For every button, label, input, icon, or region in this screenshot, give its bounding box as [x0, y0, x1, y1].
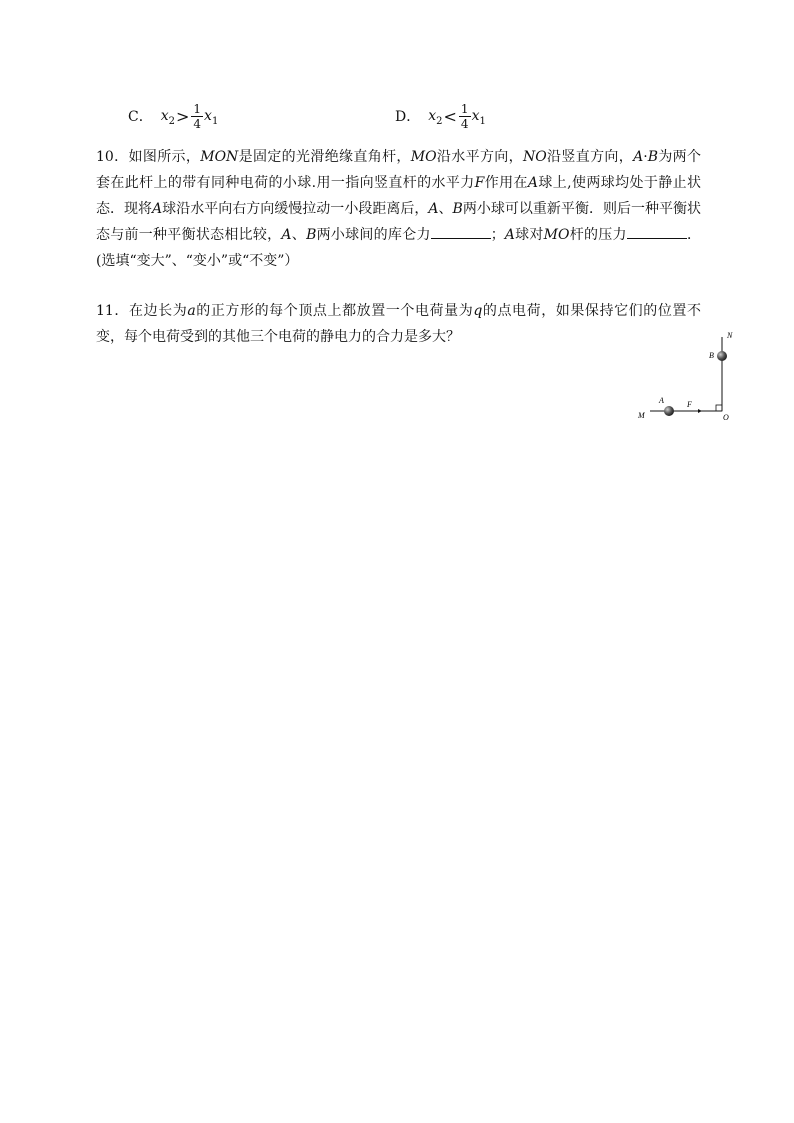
question-10: 10．如图所示，MON是固定的光滑绝缘直角杆，MO沿水平方向，NO沿竖直方向，A·B为两个套在此杆上的带有同种电荷的小球.用一指向竖直杆的水平力F作用在A球上,使两球均处于静止状态．现将A球沿水平向右方向缓慢拉动一小段距离后，A、B两小球可以重新平衡．则后一种平衡状态与前一种平衡状态相比较，A、B两小球间的库仑力 ；A球对MO杆的压力 ．(选填“变大”、“变小”或“不变”）: [96, 149, 702, 269]
option-c-label: C．: [128, 109, 153, 125]
option-c-fraction: $\frac{1}{4}$: [193, 101, 202, 131]
label-a: A: [659, 396, 664, 405]
right-angle-mark: [716, 405, 722, 411]
option-c-relation: >: [176, 106, 190, 126]
option-d-label: D．: [395, 109, 421, 125]
option-c: [128, 96, 218, 136]
label-m: M: [638, 411, 645, 420]
answer-blank-2[interactable]: [627, 224, 687, 239]
option-d-fraction: $\frac{1}{4}$: [460, 101, 469, 131]
option-c-var2: $x_1$: [204, 108, 219, 127]
ball-b: [717, 351, 727, 361]
label-n: N: [727, 331, 733, 340]
rod-diagram: [630, 325, 740, 425]
rod-figure: [630, 325, 740, 425]
answer-blank-1[interactable]: [431, 224, 491, 239]
option-c-var: $x_2$: [160, 108, 175, 127]
label-f: F: [687, 400, 692, 409]
option-d-var: $x_2$: [428, 108, 443, 127]
ball-a: [664, 406, 674, 416]
question-11: 11．在边长为a的正方形的每个顶点上都放置一个电荷量为q的点电荷，如果保持它们的位置不变，每个电荷受到的其他三个电荷的静电力的合力是多大？: [96, 303, 702, 345]
force-arrow-head: [698, 409, 702, 413]
option-d-var2: $x_1$: [471, 108, 486, 127]
option-d: [395, 96, 486, 136]
option-d-relation: <: [443, 106, 457, 126]
label-b: B: [709, 351, 714, 360]
label-o: O: [723, 413, 729, 422]
